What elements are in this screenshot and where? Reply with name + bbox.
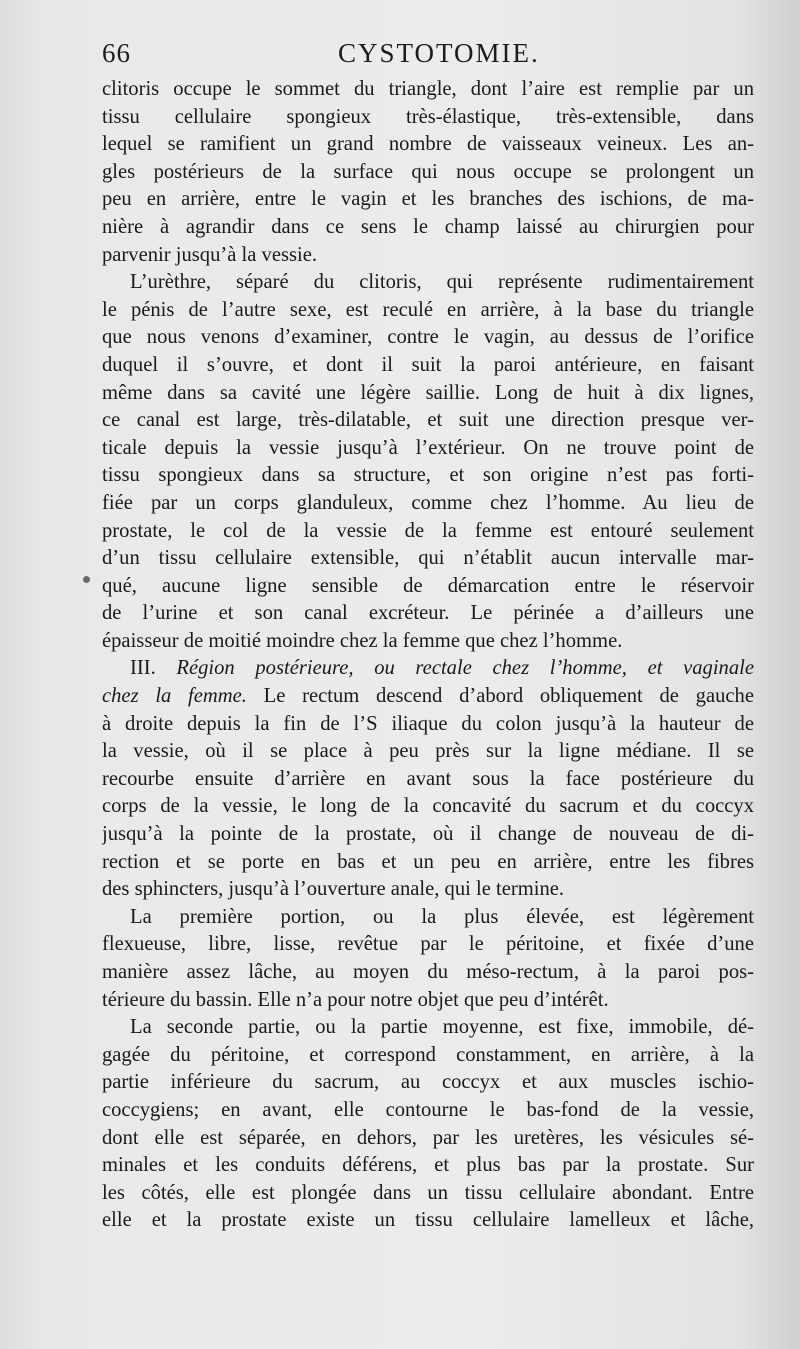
section-heading-line	[102, 683, 754, 711]
text-line: gagée du péritoine, et correspond constamment, en arrière, à la	[102, 1043, 754, 1066]
text-line: tissu cellulaire spongieux très-élastique, très-extensible, dans	[102, 105, 754, 128]
text-line: térieure du bassin. Elle n’a pour notre objet que peu d’intérêt.	[102, 988, 609, 1011]
text-line: corps de la vessie, le long de la concavité du sacrum et du coccyx	[102, 795, 754, 818]
text-line: que nous venons d’examiner, contre le vagin, au dessus de l’orifice	[102, 326, 754, 349]
text-line: la vessie, où il se place à peu près sur la ligne médiane. Il se	[102, 740, 754, 763]
paragraph-start-line: L’urèthre, séparé du clitoris, qui représente rudimentairement	[130, 271, 754, 294]
text-line: les côtés, elle est plongée dans un tissu cellulaire abondant. Entre	[102, 1181, 754, 1204]
section-title-continued: chez la femme.	[102, 685, 247, 708]
text-line: qué, aucune ligne sensible de démarcation entre le réservoir	[102, 574, 754, 597]
text-line: lequel se ramifient un grand nombre de vaisseaux veineux. Les an-	[102, 133, 754, 156]
text-line: partie inférieure du sacrum, au coccyx et aux muscles ischio-	[102, 1071, 754, 1094]
text-line: gles postérieurs de la surface qui nous occupe se prolongent un	[102, 160, 754, 183]
text-line: duquel il s’ouvre, et dont il suit la paroi antérieure, en faisant	[102, 353, 754, 376]
section-heading-line	[102, 655, 754, 683]
text-line: jusqu’à la pointe de la prostate, où il change de nouveau de di-	[102, 823, 754, 846]
text-line: minales et les conduits déférens, et plus bas par la prostate. Sur	[102, 1154, 754, 1177]
page-number: 66	[102, 38, 131, 68]
text-line: flexueuse, libre, lisse, revêtue par le péritoine, et fixée d’une	[102, 933, 754, 956]
text-line: rection et se porte en bas et un peu en arrière, entre les fibres	[102, 850, 754, 873]
text-line: ce canal est large, très-dilatable, et suit une direction presque ver-	[102, 409, 754, 432]
paragraph-start-line: La première portion, ou la plus élevée, est légèrement	[130, 905, 754, 928]
section-body-start: Le rectum descend d’abord obliquement de gauche	[246, 685, 754, 708]
paragraph-start-line: La seconde partie, ou la partie moyenne, est fixe, immobile, dé-	[130, 1016, 754, 1039]
text-line: parvenir jusqu’à la vessie.	[102, 243, 318, 266]
text-line: peu en arrière, entre le vagin et les branches des ischions, de ma-	[102, 188, 754, 211]
text-line: épaisseur de moitié moindre chez la femme que chez l’homme.	[102, 629, 623, 652]
text-line: ticale depuis la vessie jusqu’à l’extérieur. On ne trouve point de	[102, 436, 754, 459]
text-line: de l’urine et son canal excréteur. Le périnée a d’ailleurs une	[102, 602, 754, 625]
text-body	[102, 76, 754, 1235]
text-line: recourbe ensuite d’arrière en avant sous la face postérieure du	[102, 767, 754, 790]
text-line: d’un tissu cellulaire extensible, qui n’établit aucun intervalle mar-	[102, 547, 754, 570]
running-head: CYSTOTOMIE.	[338, 38, 540, 68]
margin-mark	[83, 576, 90, 583]
text-line: manière assez lâche, au moyen du méso-rectum, à la paroi pos-	[102, 961, 754, 983]
page-header	[102, 38, 754, 72]
text-line: nière à agrandir dans ce sens le champ laissé au chirurgien pour	[102, 215, 754, 238]
text-line: dont elle est séparée, en dehors, par les uretères, les vésicules sé-	[102, 1126, 754, 1149]
text-line: des sphincters, jusqu’à l’ouverture anale, qui le termine.	[102, 878, 565, 901]
text-line: le pénis de l’autre sexe, est reculé en arrière, à la base du triangle	[102, 298, 754, 321]
text-line: elle et la prostate existe un tissu cellulaire lamelleux et lâche,	[102, 1209, 754, 1232]
text-line: clitoris occupe le sommet du triangle, dont l’aire est remplie par un	[102, 78, 754, 100]
text-line: à droite depuis la fin de l’S iliaque du colon jusqu’à la hauteur de	[102, 712, 754, 735]
text-line: fiée par un corps glanduleux, comme chez l’homme. Au lieu de	[102, 491, 754, 514]
text-line: même dans sa cavité une légère saillie. Long de huit à dix lignes,	[102, 381, 754, 404]
text-line: prostate, le col de la vessie de la femme est entouré seulement	[102, 519, 754, 542]
text-line: coccygiens; en avant, elle contourne le bas-fond de la vessie,	[102, 1098, 754, 1121]
section-numeral: III.	[130, 657, 156, 680]
text-line: tissu spongieux dans sa structure, et son origine n’est pas forti-	[102, 464, 754, 487]
section-title: Région postérieure, ou rectale chez l’homme, et vaginale	[176, 657, 754, 680]
